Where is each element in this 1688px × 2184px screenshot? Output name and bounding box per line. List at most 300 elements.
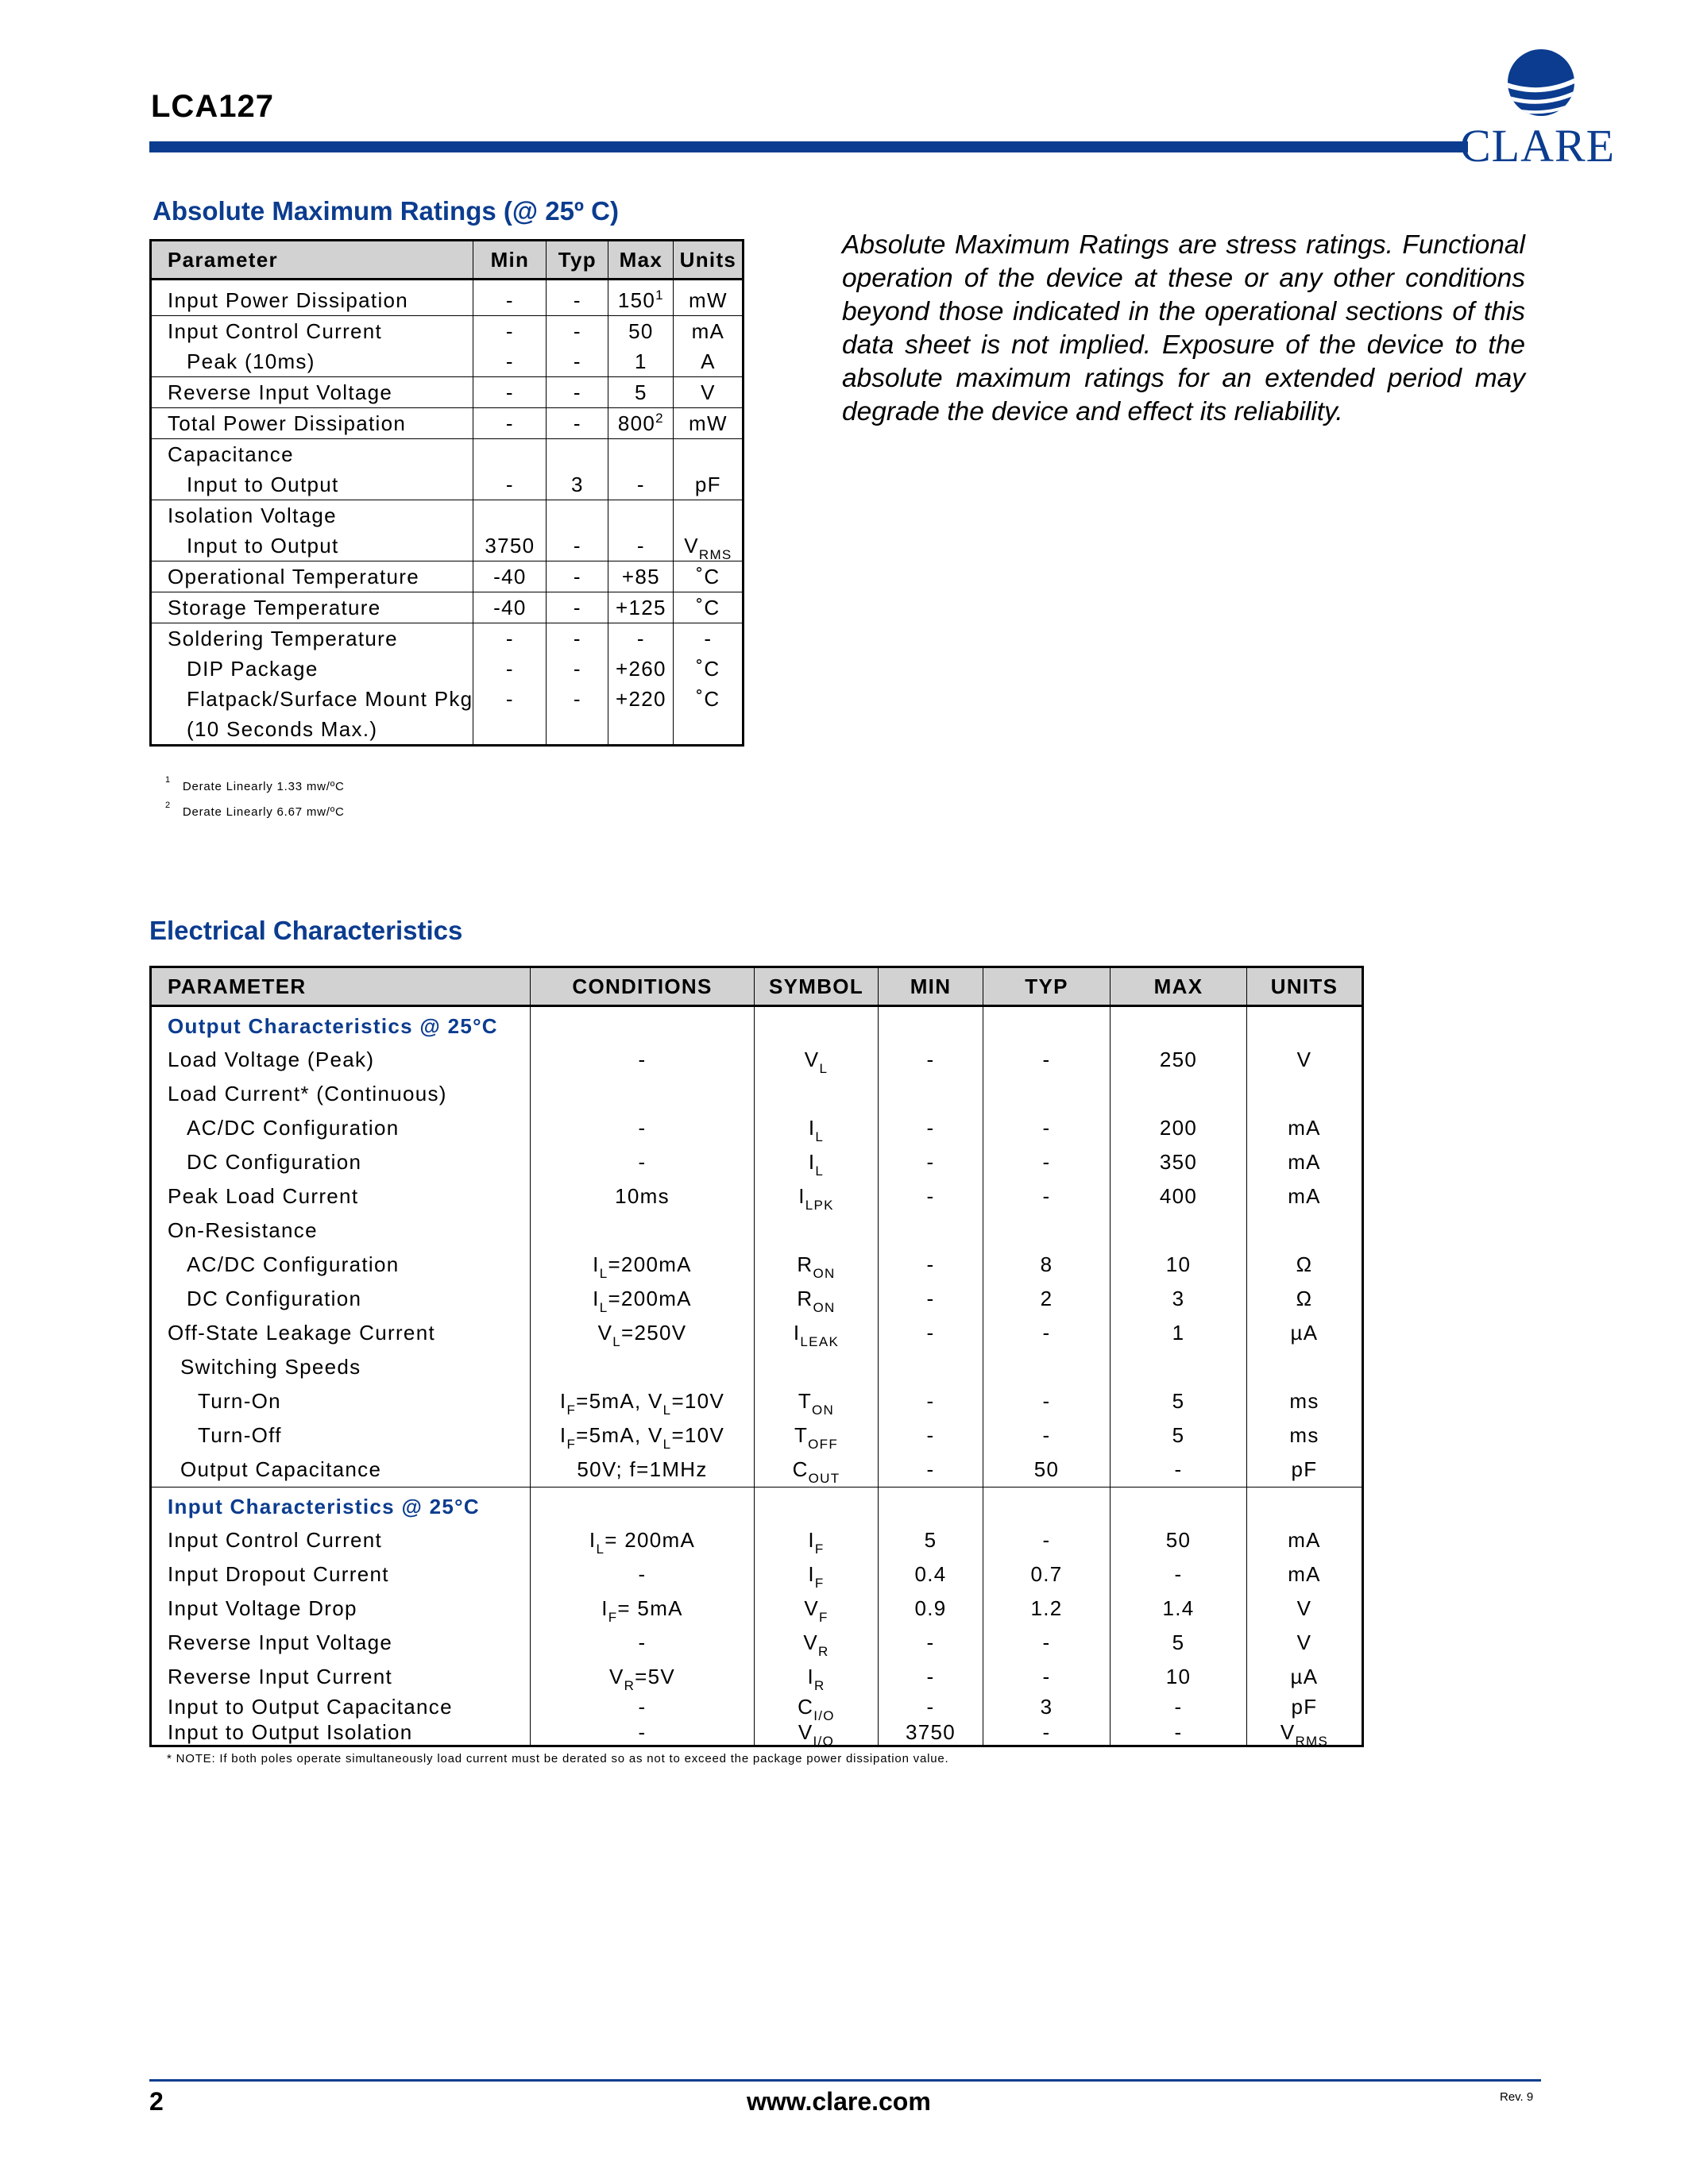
cell-line [531, 1010, 754, 1043]
units-value: ˚C [696, 687, 720, 711]
cell-line [547, 285, 608, 315]
cond-value: I [601, 1596, 608, 1620]
min-value: - [926, 1150, 935, 1174]
cell-line [473, 592, 546, 623]
footer-url-link[interactable]: www.clare.com [747, 2087, 931, 2116]
typ-value: - [1042, 1184, 1051, 1208]
document-title: LCA127 [151, 89, 274, 124]
cell-cond [531, 1006, 755, 1488]
cell-max [1111, 1488, 1247, 1746]
cell-line [674, 469, 742, 500]
cell-line [1111, 1491, 1246, 1523]
min-value: - [926, 1321, 935, 1345]
footer-rule [149, 2079, 1541, 2082]
typ-value: - [573, 596, 581, 619]
max-value: 5 [1172, 1423, 1185, 1447]
cell-units [674, 592, 744, 623]
cell-line [547, 346, 608, 376]
cell-line [1111, 1248, 1246, 1282]
units-value: V [1280, 1720, 1296, 1744]
cell-line [168, 316, 473, 346]
cell-typ [547, 439, 608, 500]
column-header: Min [473, 241, 547, 280]
table-row [151, 592, 744, 623]
cond-subscript: F [566, 1437, 577, 1452]
min-value: - [505, 411, 514, 435]
cell-line [755, 1719, 878, 1749]
cell-typ [983, 1006, 1111, 1488]
max-value: 350 [1159, 1150, 1198, 1174]
typ-value: - [1042, 1665, 1051, 1688]
cell-line [755, 1316, 878, 1350]
cond-subscript: L [599, 1300, 608, 1315]
cell-line [879, 1384, 983, 1418]
typ-value: - [1042, 1048, 1051, 1071]
units-value: Ω [1296, 1252, 1313, 1276]
cell-line [755, 1077, 878, 1111]
cond-subscript: F [566, 1403, 577, 1418]
typ-value: - [573, 534, 581, 558]
cell-line [1111, 1077, 1246, 1111]
cell-line [473, 469, 546, 500]
symbol-subscript: LEAK [800, 1334, 840, 1349]
cell-line [879, 1111, 983, 1145]
param-value: Capacitance [168, 442, 294, 466]
param-value: AC/DC Configuration [187, 1252, 400, 1276]
min-value: - [926, 1287, 935, 1310]
param-value: Total Power Dissipation [168, 411, 407, 435]
cell-line [531, 1626, 754, 1660]
cell-min [473, 500, 547, 561]
cell-line [983, 1043, 1110, 1077]
cell-line [168, 592, 473, 623]
cell-units [674, 439, 744, 500]
cell-min [473, 316, 547, 377]
cell-line [674, 285, 742, 315]
cell-line [168, 1282, 530, 1316]
sym-value: V [804, 1596, 819, 1620]
cell-line [1247, 1111, 1362, 1145]
cond-value: V [597, 1321, 613, 1345]
cell-line [983, 1010, 1110, 1043]
cell-line [608, 592, 673, 623]
param-value: Load Current* (Continuous) [168, 1082, 447, 1106]
cond-value: 10ms [615, 1184, 670, 1208]
units-value: V [1296, 1596, 1312, 1620]
column-header: UNITS [1247, 967, 1363, 1006]
cell-line [168, 1453, 530, 1487]
min-value: - [926, 1116, 935, 1140]
cond-subscript: R [624, 1678, 635, 1693]
units-value: pF [1291, 1695, 1318, 1719]
cell-units [1247, 1488, 1363, 1749]
sym-value: I [807, 1665, 814, 1688]
cell-line [608, 316, 673, 346]
cell-line [879, 1248, 983, 1282]
cell-line [1111, 1010, 1246, 1043]
cell-line [1111, 1350, 1246, 1384]
cell-line [879, 1418, 983, 1453]
cell-line [547, 316, 608, 346]
cell-line [983, 1145, 1110, 1179]
cell-min [473, 623, 547, 746]
cell-line [1111, 1316, 1246, 1350]
max-value: - [1174, 1562, 1183, 1586]
cell-line [983, 1660, 1110, 1694]
table-row [151, 280, 744, 316]
max-value: - [636, 534, 645, 558]
units-value: mA [1288, 1150, 1321, 1174]
units-value: µA [1290, 1321, 1319, 1345]
param-value: Input to Output Isolation [168, 1720, 413, 1744]
cell-typ [983, 1488, 1111, 1746]
cell-max [608, 280, 674, 316]
param-value: (10 Seconds Max.) [187, 717, 378, 741]
cell-line [473, 561, 546, 592]
min-value: - [505, 288, 514, 312]
cell-line [1247, 1043, 1362, 1077]
typ-value: - [1042, 1321, 1051, 1345]
table-row-group [151, 1006, 1363, 1488]
cell-param [151, 408, 473, 439]
cond-value: - [638, 1048, 647, 1071]
units-value: mA [1288, 1528, 1321, 1552]
header-rule [149, 141, 1468, 152]
cell-line [755, 1350, 878, 1384]
param-value: Reverse Input Voltage [168, 380, 393, 404]
cell-line [531, 1418, 754, 1453]
min-value: - [505, 687, 514, 711]
cell-min [473, 408, 547, 439]
cell-line [983, 1626, 1110, 1660]
footnote-2: $^2$ Derate Linearly 6.67 mw/ºC [165, 801, 345, 819]
cell-line [755, 1660, 878, 1694]
cell-line [1247, 1077, 1362, 1111]
sym-value: V [798, 1720, 813, 1744]
cond-value: - [638, 1562, 647, 1586]
typ-value: 3 [1040, 1695, 1053, 1719]
cell-line [168, 714, 473, 744]
cell-line [531, 1282, 754, 1316]
cell-line [879, 1523, 983, 1557]
param-value: On-Resistance [168, 1218, 318, 1242]
column-header: MIN [879, 967, 983, 1006]
max-value: 1 [1172, 1321, 1185, 1345]
units-value: mA [691, 319, 725, 343]
cell-line [531, 1523, 754, 1557]
min-value: 3750 [485, 534, 535, 558]
cell-line [168, 1384, 530, 1418]
max-value: +220 [616, 687, 666, 711]
typ-value: - [573, 349, 581, 373]
typ-value: - [573, 288, 581, 312]
max-value: - [1174, 1720, 1183, 1744]
cell-typ [547, 408, 608, 439]
footnote-ref: 2 [655, 411, 664, 426]
sym-value: T [798, 1389, 813, 1413]
cell-line [1247, 1010, 1362, 1043]
min-value: -40 [493, 565, 527, 588]
cell-line [547, 500, 608, 531]
column-header: Parameter [151, 241, 473, 280]
cond-rest: =5mA, V [576, 1389, 663, 1413]
max-value: 3 [1172, 1287, 1185, 1310]
param-value: Input to Output Capacitance [168, 1695, 453, 1719]
sym-value: I [808, 1150, 816, 1174]
cell-line [983, 1179, 1110, 1214]
symbol-subscript: F [814, 1542, 825, 1557]
cell-line [983, 1077, 1110, 1111]
cond-value: I [593, 1287, 600, 1310]
cell-line [755, 1592, 878, 1626]
cell-line [168, 1350, 530, 1384]
cell-line [1111, 1592, 1246, 1626]
param-value: DC Configuration [187, 1287, 362, 1310]
typ-value: - [1042, 1116, 1051, 1140]
cell-line [547, 408, 608, 438]
cell-line [983, 1592, 1110, 1626]
table-row-group [151, 1488, 1363, 1746]
max-value: 10 [1165, 1252, 1192, 1276]
cell-line [608, 623, 673, 654]
cell-line [755, 1043, 878, 1077]
cell-line [674, 684, 742, 714]
typ-value: 8 [1040, 1252, 1053, 1276]
units-value: mW [689, 411, 728, 435]
cell-line [1111, 1453, 1246, 1487]
cell-line [983, 1248, 1110, 1282]
stress-ratings-note: Absolute Maximum Ratings are stress ratings. Functional operation of the device at these or any other conditions beyond those indicated in the operational sections of this data sheet is not implied. Exposure of the device to the absolute maximum ratings for an extended period may degrade the device and effect its reliability. [842, 230, 1525, 426]
param-value: Flatpack/Surface Mount Pkg [187, 687, 473, 711]
cell-line [168, 1626, 530, 1660]
table-row [151, 316, 744, 377]
cell-typ [547, 500, 608, 561]
cell-line [531, 1491, 754, 1523]
cell-line [168, 1043, 530, 1077]
units-value: V [1296, 1630, 1312, 1654]
sym-value: C [792, 1457, 809, 1481]
cell-line [1247, 1214, 1362, 1248]
symbol-subscript: I/O [813, 1708, 835, 1723]
cell-line [473, 531, 546, 561]
column-header: Max [608, 241, 674, 280]
cell-line [879, 1719, 983, 1745]
cell-line [879, 1557, 983, 1592]
cell-line [608, 500, 673, 531]
cell-line [1247, 1384, 1362, 1418]
cond-value: - [638, 1116, 647, 1140]
cell-units [674, 280, 744, 316]
cond-value: I [559, 1389, 567, 1413]
cell-line [1247, 1316, 1362, 1350]
units-value: V [1296, 1048, 1312, 1071]
cell-line [531, 1719, 754, 1745]
cell-sym [755, 1488, 879, 1749]
units-value: mW [689, 288, 728, 312]
cell-line [168, 561, 473, 592]
absolute-maximum-ratings-table [149, 239, 744, 747]
column-header: Units [674, 241, 744, 280]
min-value: - [926, 1184, 935, 1208]
cell-line [608, 684, 673, 714]
cond-rest: =5mA, V [576, 1423, 663, 1447]
cond-value: V [608, 1665, 624, 1688]
table-header-row [151, 967, 1363, 1006]
cond-value: I [589, 1528, 597, 1552]
cell-line [1247, 1557, 1362, 1592]
cell-line [547, 531, 608, 561]
cell-line [608, 469, 673, 500]
cond-rest: =10V [671, 1423, 725, 1447]
cell-line [1111, 1626, 1246, 1660]
typ-value: - [573, 627, 581, 650]
cell-line [531, 1660, 754, 1694]
cell-line [1111, 1282, 1246, 1316]
cell-typ [547, 561, 608, 592]
table-header-row [151, 241, 744, 280]
cell-line [608, 714, 673, 744]
cell-line [755, 1179, 878, 1214]
symbol-subscript: R [818, 1644, 829, 1659]
units-value: µA [1290, 1665, 1319, 1688]
cell-line [1247, 1418, 1362, 1453]
cell-line [168, 408, 473, 438]
cell-max [608, 408, 674, 439]
min-value: 0.4 [914, 1562, 947, 1586]
cell-line [755, 1248, 878, 1282]
derating-note: * NOTE: If both poles operate simultaneously load current must be derated so as not to exceed the package power dissipation value. [167, 1752, 949, 1765]
cell-line [168, 684, 473, 714]
cell-line [755, 1491, 878, 1523]
typ-value: 0.7 [1030, 1562, 1063, 1586]
typ-value: - [1042, 1630, 1051, 1654]
cell-line [168, 469, 473, 500]
cell-line [1247, 1719, 1362, 1749]
cell-line [879, 1694, 983, 1719]
cell-units [674, 500, 744, 561]
sym-value: I [808, 1528, 815, 1552]
cell-line [168, 1660, 530, 1694]
cell-line [547, 561, 608, 592]
typ-value: - [573, 657, 581, 681]
min-value: -40 [493, 596, 527, 619]
cell-line [755, 1214, 878, 1248]
units-value: ˚C [696, 657, 720, 681]
cell-line [1111, 1557, 1246, 1592]
max-value: - [636, 473, 645, 496]
cell-typ [547, 623, 608, 746]
cell-line [674, 408, 742, 438]
cond-value: I [593, 1252, 600, 1276]
param-value: Turn-Off [198, 1423, 282, 1447]
units-value: A [701, 349, 716, 373]
cond-value: 50V; f=1MHz [577, 1457, 708, 1481]
param-value: Soldering Temperature [168, 627, 398, 650]
cell-line [168, 346, 473, 376]
cell-param [151, 561, 473, 592]
min-value: - [926, 1695, 935, 1719]
min-value: - [926, 1457, 935, 1481]
cell-line [473, 654, 546, 684]
sym-value: C [798, 1695, 814, 1719]
max-value: 50 [628, 319, 654, 343]
cell-line [879, 1316, 983, 1350]
cell-line [983, 1523, 1110, 1557]
cell-line [608, 346, 673, 376]
cell-line [879, 1077, 983, 1111]
cell-line [608, 654, 673, 684]
cell-line [168, 1145, 530, 1179]
cond-subscript: L [612, 1334, 621, 1349]
cell-line [168, 1592, 530, 1626]
min-value: - [505, 627, 514, 650]
cell-line [168, 654, 473, 684]
cell-units [674, 316, 744, 377]
cell-units [674, 623, 744, 746]
cell-line [1111, 1043, 1246, 1077]
cell-line [755, 1282, 878, 1316]
cell-line [531, 1248, 754, 1282]
cell-line [473, 346, 546, 376]
cell-sym [755, 1006, 879, 1488]
cell-line [674, 714, 742, 744]
table-row [151, 408, 744, 439]
max-value: 150 [617, 288, 656, 312]
symbol-subscript: ON [813, 1300, 836, 1315]
typ-value: - [573, 411, 581, 435]
symbol-subscript: F [814, 1576, 825, 1591]
min-value: 3750 [905, 1720, 956, 1744]
param-value: Load Voltage (Peak) [168, 1048, 375, 1071]
cell-line [1111, 1214, 1246, 1248]
units-value: - [704, 627, 713, 650]
cell-line [879, 1592, 983, 1626]
cell-typ [547, 377, 608, 408]
param-value: Operational Temperature [168, 565, 420, 588]
cell-line [674, 654, 742, 684]
cell-line [755, 1111, 878, 1145]
param-value: Storage Temperature [168, 596, 381, 619]
typ-value: 1.2 [1030, 1596, 1063, 1620]
cond-rest: =10V [671, 1389, 725, 1413]
table-row [151, 561, 744, 592]
param-value: Input Power Dissipation [168, 288, 409, 312]
cell-line [755, 1523, 878, 1557]
cell-line [879, 1043, 983, 1077]
cell-line [473, 377, 546, 407]
cell-min [879, 1006, 983, 1488]
cell-line [1247, 1523, 1362, 1557]
cond-value: I [559, 1423, 567, 1447]
cell-max [608, 439, 674, 500]
cell-line [608, 439, 673, 469]
max-value: 5 [635, 380, 647, 404]
cell-line [983, 1491, 1110, 1523]
cell-line [473, 714, 546, 744]
param-value: Input to Output [187, 534, 339, 558]
cell-line [1247, 1179, 1362, 1214]
cell-line [531, 1111, 754, 1145]
cell-max [1111, 1006, 1247, 1488]
section-subheading: Input Characteristics @ 25°C [168, 1495, 480, 1518]
cell-line [879, 1660, 983, 1694]
cond-rest: = 5mA [617, 1596, 683, 1620]
min-value: 0.9 [914, 1596, 947, 1620]
param-value: Input Voltage Drop [168, 1596, 357, 1620]
cell-min [473, 592, 547, 623]
cell-line [531, 1557, 754, 1592]
cond-value: - [638, 1150, 647, 1174]
